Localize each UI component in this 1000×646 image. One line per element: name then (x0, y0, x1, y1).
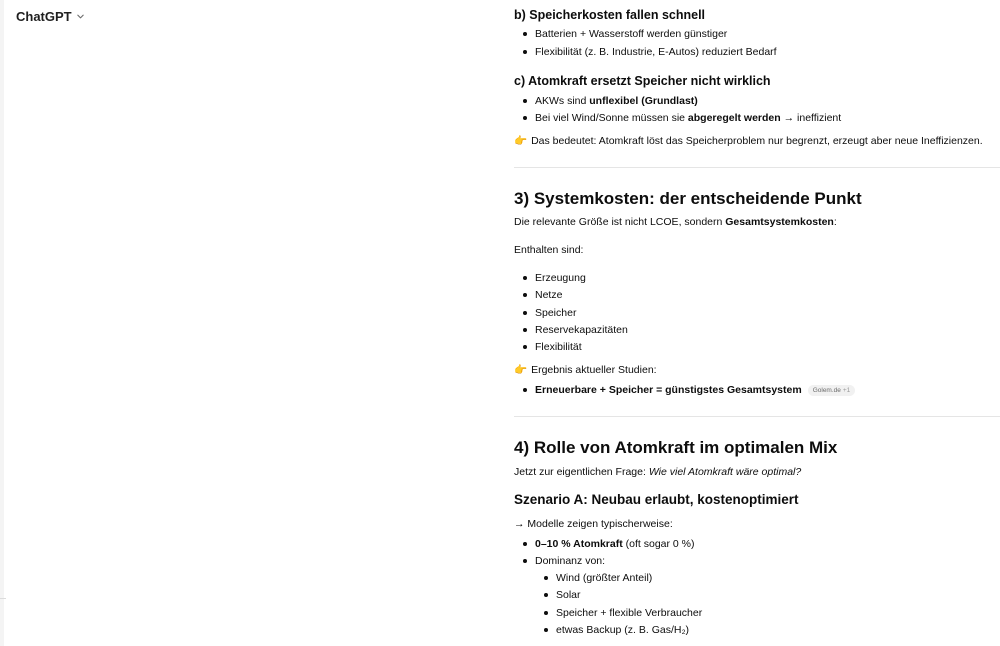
models-intro: → Modelle zeigen typischerweise: (514, 518, 673, 530)
source-more-count: +1 (842, 387, 851, 394)
source-citation-badge[interactable] (808, 385, 856, 396)
list-item-text: → ineffizient (780, 112, 842, 124)
section-divider (514, 416, 1000, 417)
result-item-bold: Erneuerbare + Speicher = günstigstes Gesamtsystem (535, 384, 802, 396)
list-item: Dominanz von: (535, 555, 606, 567)
list-item-text: Bei viel Wind/Sonne müssen sie (535, 112, 688, 124)
section-4-heading: 4) Rolle von Atomkraft im optimalen Mix (514, 438, 838, 457)
result-label (514, 363, 657, 377)
share-bold: 0–10 % Atomkraft (535, 538, 623, 550)
list-item: Erzeugung (535, 272, 586, 284)
source-name: Golem.de (812, 387, 841, 394)
assistant-message (514, 0, 1000, 646)
model-switcher[interactable] (16, 7, 85, 25)
list-item (535, 111, 841, 125)
intro-bold: Gesamtsystemkosten (725, 216, 834, 228)
intro-text: Die relevante Größe ist nicht LCOE, sondern (514, 216, 726, 228)
chevron-down-icon (76, 12, 85, 21)
question-text (514, 465, 801, 479)
scenario-heading: Szenario A: Neubau erlaubt, kostenoptimiert (514, 492, 799, 507)
section-divider (514, 167, 1000, 168)
nested-list-item: Solar (556, 589, 581, 601)
list-item (535, 383, 855, 397)
sidebar-edge-mark (0, 598, 6, 599)
question-pre: Jetzt zur eigentlichen Frage: (514, 466, 649, 478)
section-c-heading: c) Atomkraft ersetzt Speicher nicht wirklich (514, 74, 771, 88)
section-b-heading: b) Speicherkosten fallen schnell (514, 8, 706, 22)
result-label-text: Ergebnis aktueller Studien: (531, 364, 657, 376)
list-item: Flexibilität (z. B. Industrie, E-Autos) reduziert Bedarf (535, 46, 777, 58)
list-item-bold: abgeregelt werden (687, 112, 781, 124)
conclusion-text (514, 134, 983, 148)
intro-text: : (833, 216, 837, 228)
nested-list-item: Wind (größter Anteil) (556, 572, 653, 584)
contains-label: Enthalten sind: (514, 244, 584, 256)
pointing-hand-icon: 👉 (514, 364, 528, 376)
list-item: Speicher (535, 307, 577, 319)
question-italic: Wie viel Atomkraft wäre optimal? (648, 466, 802, 478)
section-3-heading: 3) Systemkosten: der entscheidende Punkt (514, 189, 862, 208)
app-title: ChatGPT (16, 8, 72, 24)
list-item (535, 537, 695, 551)
pointing-hand-icon: 👉 (514, 135, 528, 147)
nested-list-item: etwas Backup (z. B. Gas/H₂) (556, 624, 690, 636)
list-item: Flexibilität (535, 341, 582, 353)
list-item: Batterien + Wasserstoff werden günstiger (535, 28, 728, 40)
list-item: Reservekapazitäten (535, 324, 628, 336)
list-item (535, 94, 698, 108)
sidebar-edge (0, 0, 4, 646)
section-3-intro (514, 215, 837, 229)
nested-list-item: Speicher + flexible Verbraucher (556, 607, 703, 619)
share-rest: (oft sogar 0 %) (622, 538, 695, 550)
list-item-text: AKWs sind (535, 95, 590, 107)
list-item-bold: unflexibel (Grundlast) (589, 95, 698, 107)
list-item: Netze (535, 289, 563, 301)
conclusion-body: Das bedeutet: Atomkraft löst das Speicherproblem nur begrenzt, erzeugt aber neue Ineffizienzen. (531, 135, 983, 147)
